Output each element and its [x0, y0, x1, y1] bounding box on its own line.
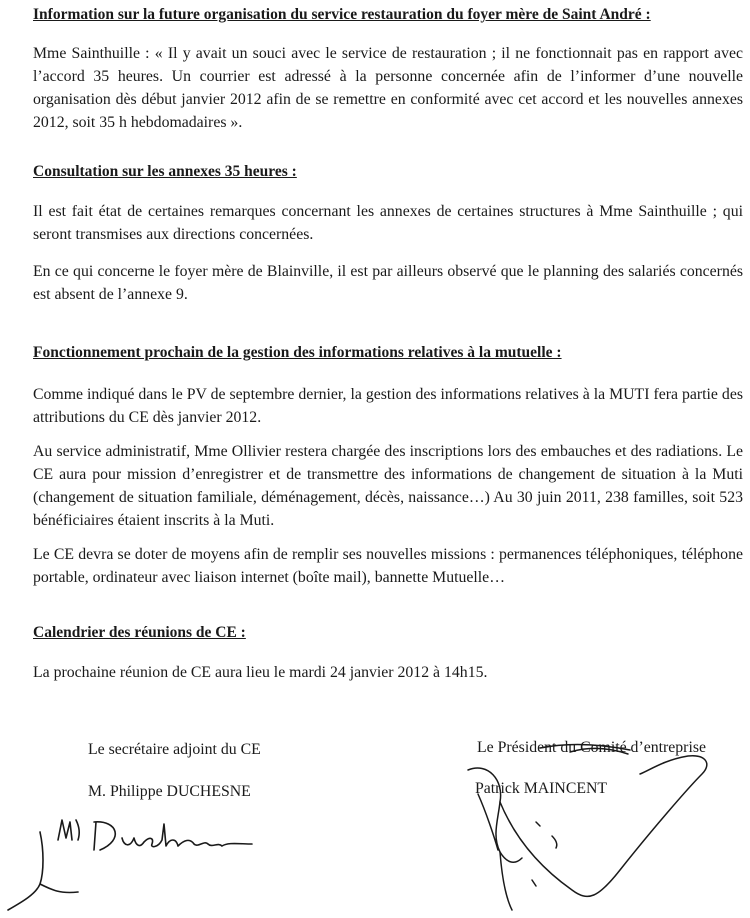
- paragraph-mutuelle-pv: Comme indiqué dans le PV de septembre dernier, la gestion des informations relatives à la MUTI fera partie des attributions du CE dès janvier 2012.: [33, 386, 743, 426]
- signatory-right-name: Patrick MAINCENT: [475, 780, 608, 797]
- section-heading-restauration: Information sur la future organisation du service restauration du foyer mère de Saint André :: [33, 6, 651, 23]
- paragraph-annexes-remarques: Il est fait état de certaines remarques concernant les annexes de certaines structures à Mme Sainthuille ; qui seront transmises aux directions concernées.: [33, 203, 743, 243]
- signatory-right-title: Le Président du Comité d’entreprise: [477, 739, 706, 756]
- section-heading-calendrier: Calendrier des réunions de CE :: [33, 624, 246, 641]
- paragraph-calendrier: La prochaine réunion de CE aura lieu le mardi 24 janvier 2012 à 14h15.: [33, 664, 488, 681]
- handwritten-signature-right: [440, 740, 750, 918]
- signatory-left-name: M. Philippe DUCHESNE: [88, 783, 251, 800]
- paragraph-mutuelle-moyens: Le CE devra se doter de moyens afin de remplir ses nouvelles missions : permanences téléphoniques, téléphone portable, ordinateur avec liaison internet (boîte mail), bannette Mutuelle…: [33, 546, 743, 586]
- section-heading-annexes: Consultation sur les annexes 35 heures :: [33, 163, 297, 180]
- section-heading-mutuelle: Fonctionnement prochain de la gestion des informations relatives à la mutuelle :: [33, 344, 562, 361]
- signatory-left-title: Le secrétaire adjoint du CE: [88, 741, 261, 758]
- paragraph-mutuelle-administratif: Au service administratif, Mme Ollivier restera chargée des inscriptions lors des embauches et des radiations. Le CE aura pour mission d’enregistrer et de transmettre des informations de changement de situation à la Muti (changement de situation familiale, déménagement, décès, naissance…) Au 30 juin 2011, 238 familles, soit 523 bénéficiaires étaient inscrits à la Muti.: [33, 443, 743, 529]
- paragraph-annexes-blainville: En ce qui concerne le foyer mère de Blainville, il est par ailleurs observé que le planning des salariés concernés est absent de l’annexe 9.: [33, 263, 743, 303]
- handwritten-signature-left: [0, 810, 300, 918]
- paragraph-restauration: Mme Sainthuille : « Il y avait un souci avec le service de restauration ; il ne fonctionnait pas en rapport avec l’accord 35 heures. Un courrier est adressé à la personne concernée afin de l’informer d’une nouvelle organisation dès début janvier 2012 afin de se remettre en conformité avec cet accord et les nouvelles annexes 2012, soit 35 h hebdomadaires ».: [33, 45, 743, 131]
